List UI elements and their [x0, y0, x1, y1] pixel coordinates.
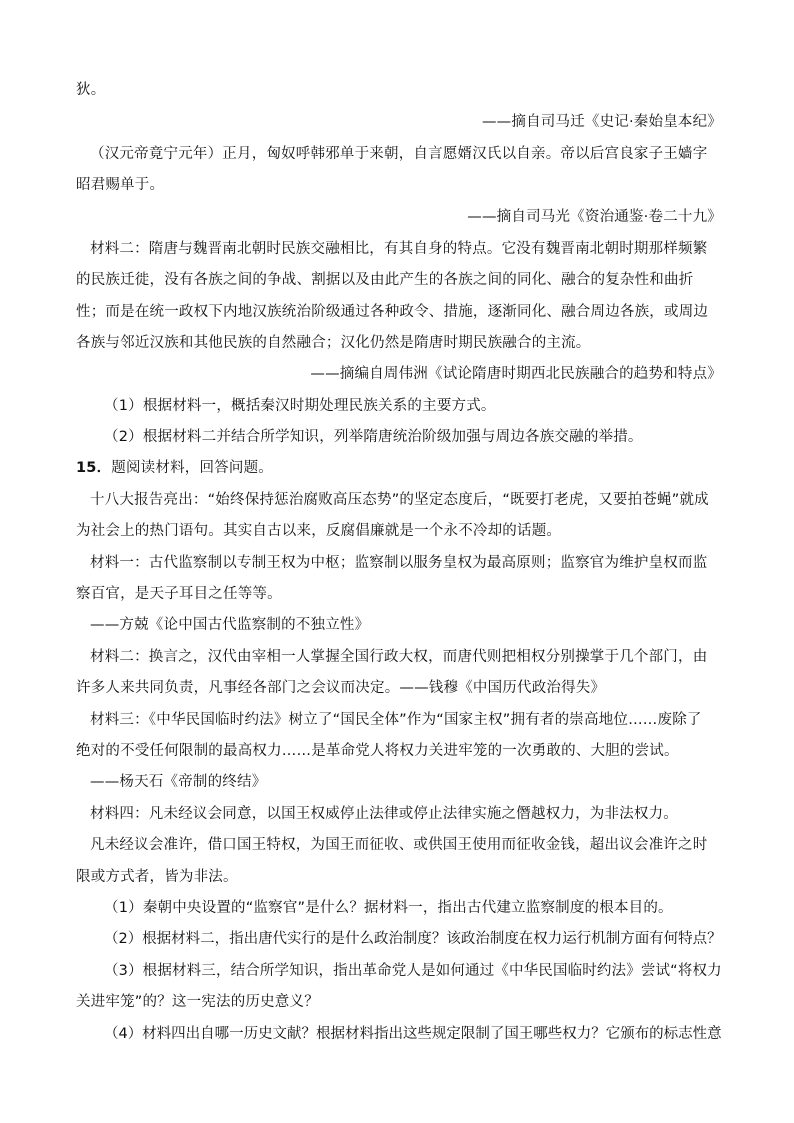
question-item: （2）根据材料二并结合所学知识，列举隋唐统治阶级加强与周边各族交融的举措。 — [104, 429, 643, 445]
text-line: 为社会上的热门语句。其实自古以来，反腐倡廉就是一个永不冷却的话题。 — [76, 523, 562, 539]
question-number: 15． — [76, 460, 112, 476]
question-item: （1）秦朝中央设置的“监察官”是什么？据材料一，指出古代建立监察制度的根本目的。 — [104, 900, 673, 916]
question-item: （4）材料四出自哪一历史文献？根据材料指出这些规定限制了国王哪些权力？它颁布的标志性意 — [104, 1026, 722, 1042]
question-instruction: 题阅读材料，回答问题。 — [111, 460, 273, 476]
question-heading — [76, 458, 273, 478]
text-line: 材料四：凡未经议会同意，以国王权威停止法律或停止法律实施之僭越权力，为非法权力。 — [90, 806, 678, 822]
text-line: 昭君赐单于。 — [76, 177, 165, 193]
text-line: 材料二：换言之，汉代由宰相一人掌握全国行政大权，而唐代则把相权分别操掌于几个部门，由 — [90, 649, 708, 665]
text-line: 察百官，是天子耳目之任等等。 — [76, 586, 282, 602]
source-citation: ——摘自司马迁《史记·秦始皇本纪》 — [481, 114, 722, 130]
source-citation: ——摘自司马光《资治通鉴·卷二十九》 — [467, 209, 722, 225]
text-line: 材料二：隋唐与魏晋南北朝时民族交融相比，有其自身的特点。它没有魏晋南北朝时期那样频繁 — [90, 241, 708, 257]
text-line: 性；而是在统一政权下内地汉族统治阶级通过各种政令、措施，逐渐同化、融合周边各族，或周边 — [76, 304, 709, 320]
source-citation: ——摘编自周伟洲《试论隋唐时期西北民族融合的趋势和特点》 — [310, 366, 722, 382]
text-line: 十八大报告亮出：“始终保持惩治腐败高压态势”的坚定态度后，“既要打老虎，又要拍苍蝇”就成 — [90, 492, 709, 508]
text-line: 各族与邻近汉族和其他民族的自然融合；汉化仍然是隋唐时期民族融合的主流。 — [76, 335, 591, 351]
question-item: （2）根据材料二，指出唐代实行的是什么政治制度？该政治制度在权力运行机制方面有何特点？ — [104, 931, 722, 947]
source-citation: ——方兢《论中国古代监察制的不独立性》 — [90, 617, 370, 633]
question-item: （1）根据材料一，概括秦汉时期处理民族关系的主要方式。 — [104, 398, 496, 414]
text-line: 材料一：古代监察制以专制王权为中枢；监察制以服务皇权为最高原则；监察官为维护皇权而监 — [90, 555, 708, 571]
question-item-continued: 关进牢笼”的？这一宪法的历史意义？ — [76, 994, 319, 1010]
text-line: （汉元帝竟宁元年）正月，匈奴呼韩邪单于来朝，自言愿婿汉氏以自亲。帝以后宫良家子王嫱字 — [90, 146, 708, 162]
question-item: （3）根据材料三，结合所学知识，指出革命党人是如何通过《中华民国临时约法》尝试“将权力 — [104, 963, 722, 979]
text-line: 狄。 — [76, 82, 106, 98]
text-line: 绝对的不受任何限制的最高权力……是革命党人将权力关进牢笼的一次勇敢的、大胆的尝试。 — [76, 743, 679, 759]
text-line: 材料三：《中华民国临时约法》树立了“国民全体”作为“国家主权”拥有者的崇高地位……废除了 — [90, 712, 702, 728]
text-line: 凡未经议会准许，借口国王特权，为国王而征收、或供国王使用而征收金钱，超出议会准许之时 — [90, 837, 708, 853]
source-citation: ——杨天石《帝制的终结》 — [90, 774, 267, 790]
text-line: 许多人来共同负责，凡事经各部门之会议而决定。——钱穆《中国历代政治得失》 — [76, 680, 606, 696]
text-line: 的民族迁徙，没有各族之间的争战、割据以及由此产生的各族之间的同化、融合的复杂性和曲折 — [76, 272, 694, 288]
text-line: 限或方式者，皆为非法。 — [76, 869, 238, 885]
